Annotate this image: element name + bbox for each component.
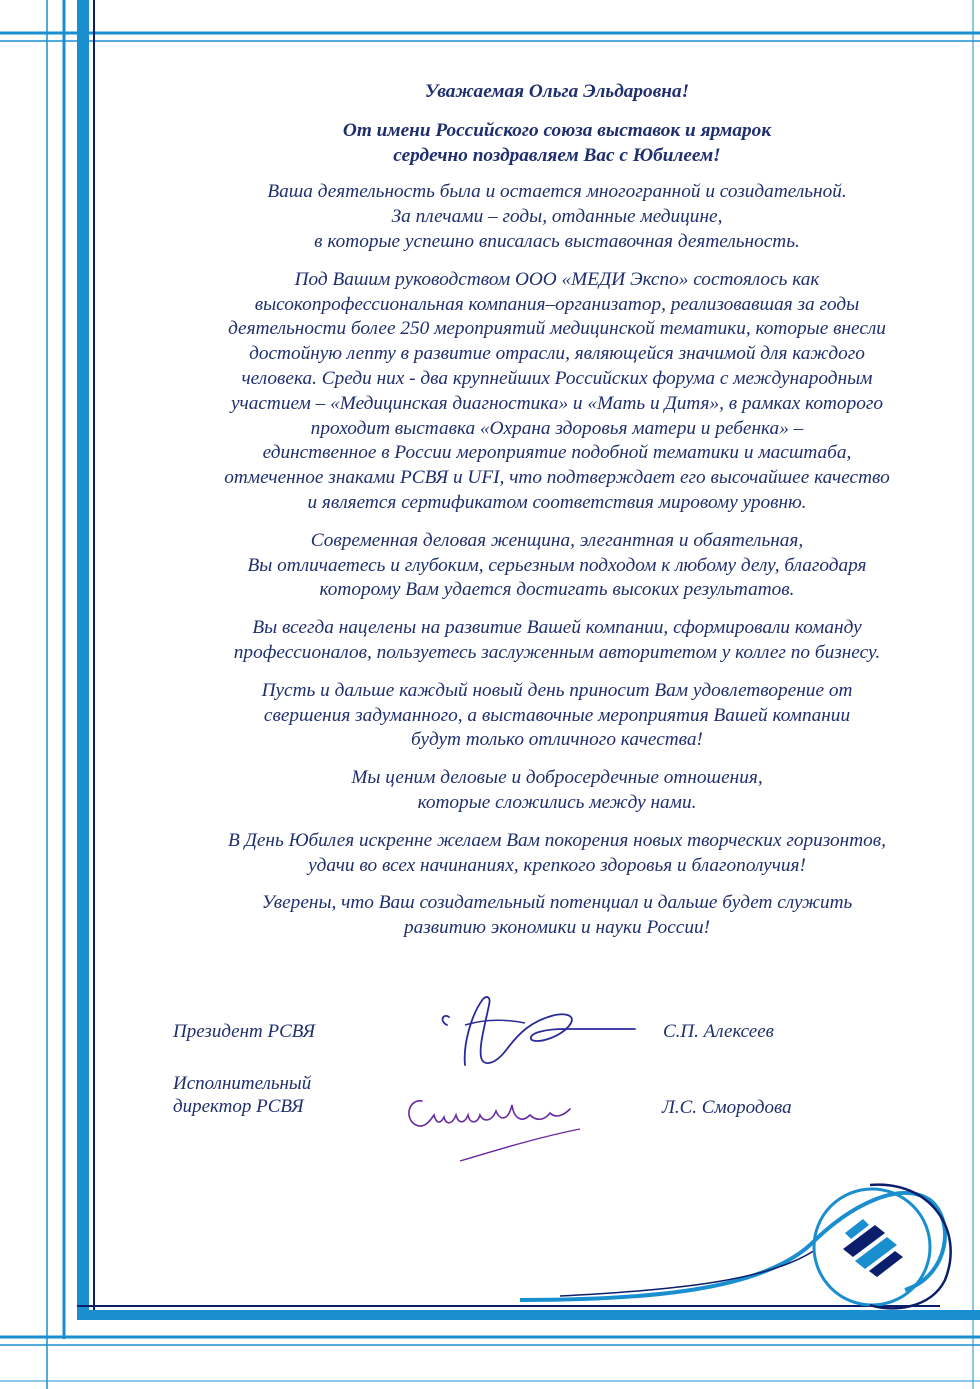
paragraph — [172, 679, 942, 753]
paragraph-line: профессионалов, пользуетесь заслуженным авторитетом у коллег по бизнесу. — [233, 641, 881, 663]
signatory-title-line: Президент РСВЯ — [173, 1021, 315, 1042]
signatory-name-smorodova: Л.С. Смородова — [662, 1097, 792, 1118]
paragraph — [172, 891, 942, 941]
paragraph-line: достойную лепту в развитие отрасли, являющейся значимой для каждого — [249, 343, 865, 365]
paragraph-line: развитию экономики и науки России! — [403, 917, 711, 939]
paragraph-line: и является сертификатом соответствия мировому уровню. — [307, 491, 807, 513]
paragraph-line: будут только отличного качества! — [411, 729, 703, 751]
paragraph-line: которые сложились между нами. — [417, 791, 697, 813]
signature-director — [400, 1085, 590, 1175]
signatory-name-alekseev: С.П. Алексеев — [663, 1021, 774, 1042]
rsvya-logo-icon — [835, 1215, 915, 1285]
paragraph-line: Под Вашим руководством ООО «МЕДИ Экспо» состоялось как — [294, 268, 820, 290]
paragraph-line: Современная деловая женщина, элегантная и обаятельная, — [310, 529, 804, 551]
signatory-title-president — [173, 1020, 315, 1043]
paragraph-line: свершения задуманного, а выставочные мероприятия Вашей компании — [263, 704, 851, 726]
paragraph — [172, 829, 942, 879]
paragraph-line: удачи во всех начинаниях, крепкого здоровья и благополучия! — [308, 854, 806, 876]
signature-president — [435, 985, 645, 1075]
letter-body — [172, 80, 942, 954]
paragraph-line: проходит выставка «Охрана здоровья матери и ребенка» – — [310, 417, 804, 439]
intro-line: сердечно поздравляем Вас с Юбилеем! — [393, 144, 721, 166]
letter-greeting: Уважаемая Ольга Эльдаровна! — [424, 81, 690, 102]
paragraph-line: Вы отличаетесь и глубоким, серьезным подходом к любому делу, благодаря — [247, 554, 867, 576]
paragraph — [172, 529, 942, 603]
paragraph-line: единственное в России мероприятие подобной тематики и масштаба, — [262, 442, 852, 464]
intro-line: От имени Российского союза выставок и ярмарок — [342, 119, 772, 141]
paragraph-line: Пусть и дальше каждый новый день приносит Вам удовлетворение от — [261, 679, 853, 701]
paragraph-line: человека. Среди них - два крупнейших Российских форума с международным — [241, 367, 873, 389]
signatory-title-line: директор РСВЯ — [173, 1096, 304, 1117]
paragraph-line: в которые успешно вписалась выставочная деятельность. — [314, 230, 800, 252]
paragraph-line: Вы всегда нацелены на развитие Вашей компании, сформировали команду — [252, 617, 862, 639]
paragraph-line: Мы ценим деловые и добросердечные отношения, — [351, 767, 763, 789]
letter-intro — [172, 119, 942, 169]
paragraph-line: участием – «Медицинская диагностика» и «Мать и Дитя», в рамках которого — [230, 392, 884, 414]
paragraph-line: деятельности более 250 мероприятий медицинской тематики, которые внесли — [228, 318, 886, 340]
paragraph-line: За плечами – годы, отданные медицине, — [391, 206, 723, 228]
paragraph — [172, 616, 942, 666]
paragraph-line: Уверены, что Ваш созидательный потенциал и дальше будет служить — [261, 892, 853, 914]
paragraph — [172, 268, 942, 516]
signatory-title-line: Исполнительный — [173, 1073, 312, 1094]
paragraph-line: В День Юбилея искренне желаем Вам покорения новых творческих горизонтов, — [227, 829, 886, 851]
paragraph — [172, 180, 942, 254]
paragraph — [172, 766, 942, 816]
paragraph-line: которому Вам удается достигать высоких результатов. — [319, 579, 795, 601]
paragraph-line: высокопрофессиональная компания–организатор, реализовавшая за годы — [254, 293, 860, 315]
paragraph-line: отмеченное знаками РСВЯ и UFI, что подтверждает его высочайшее качество — [224, 467, 890, 489]
signatory-title-director — [173, 1072, 311, 1118]
paragraph-line: Ваша деятельность была и остается многогранной и созидательной. — [267, 181, 847, 203]
